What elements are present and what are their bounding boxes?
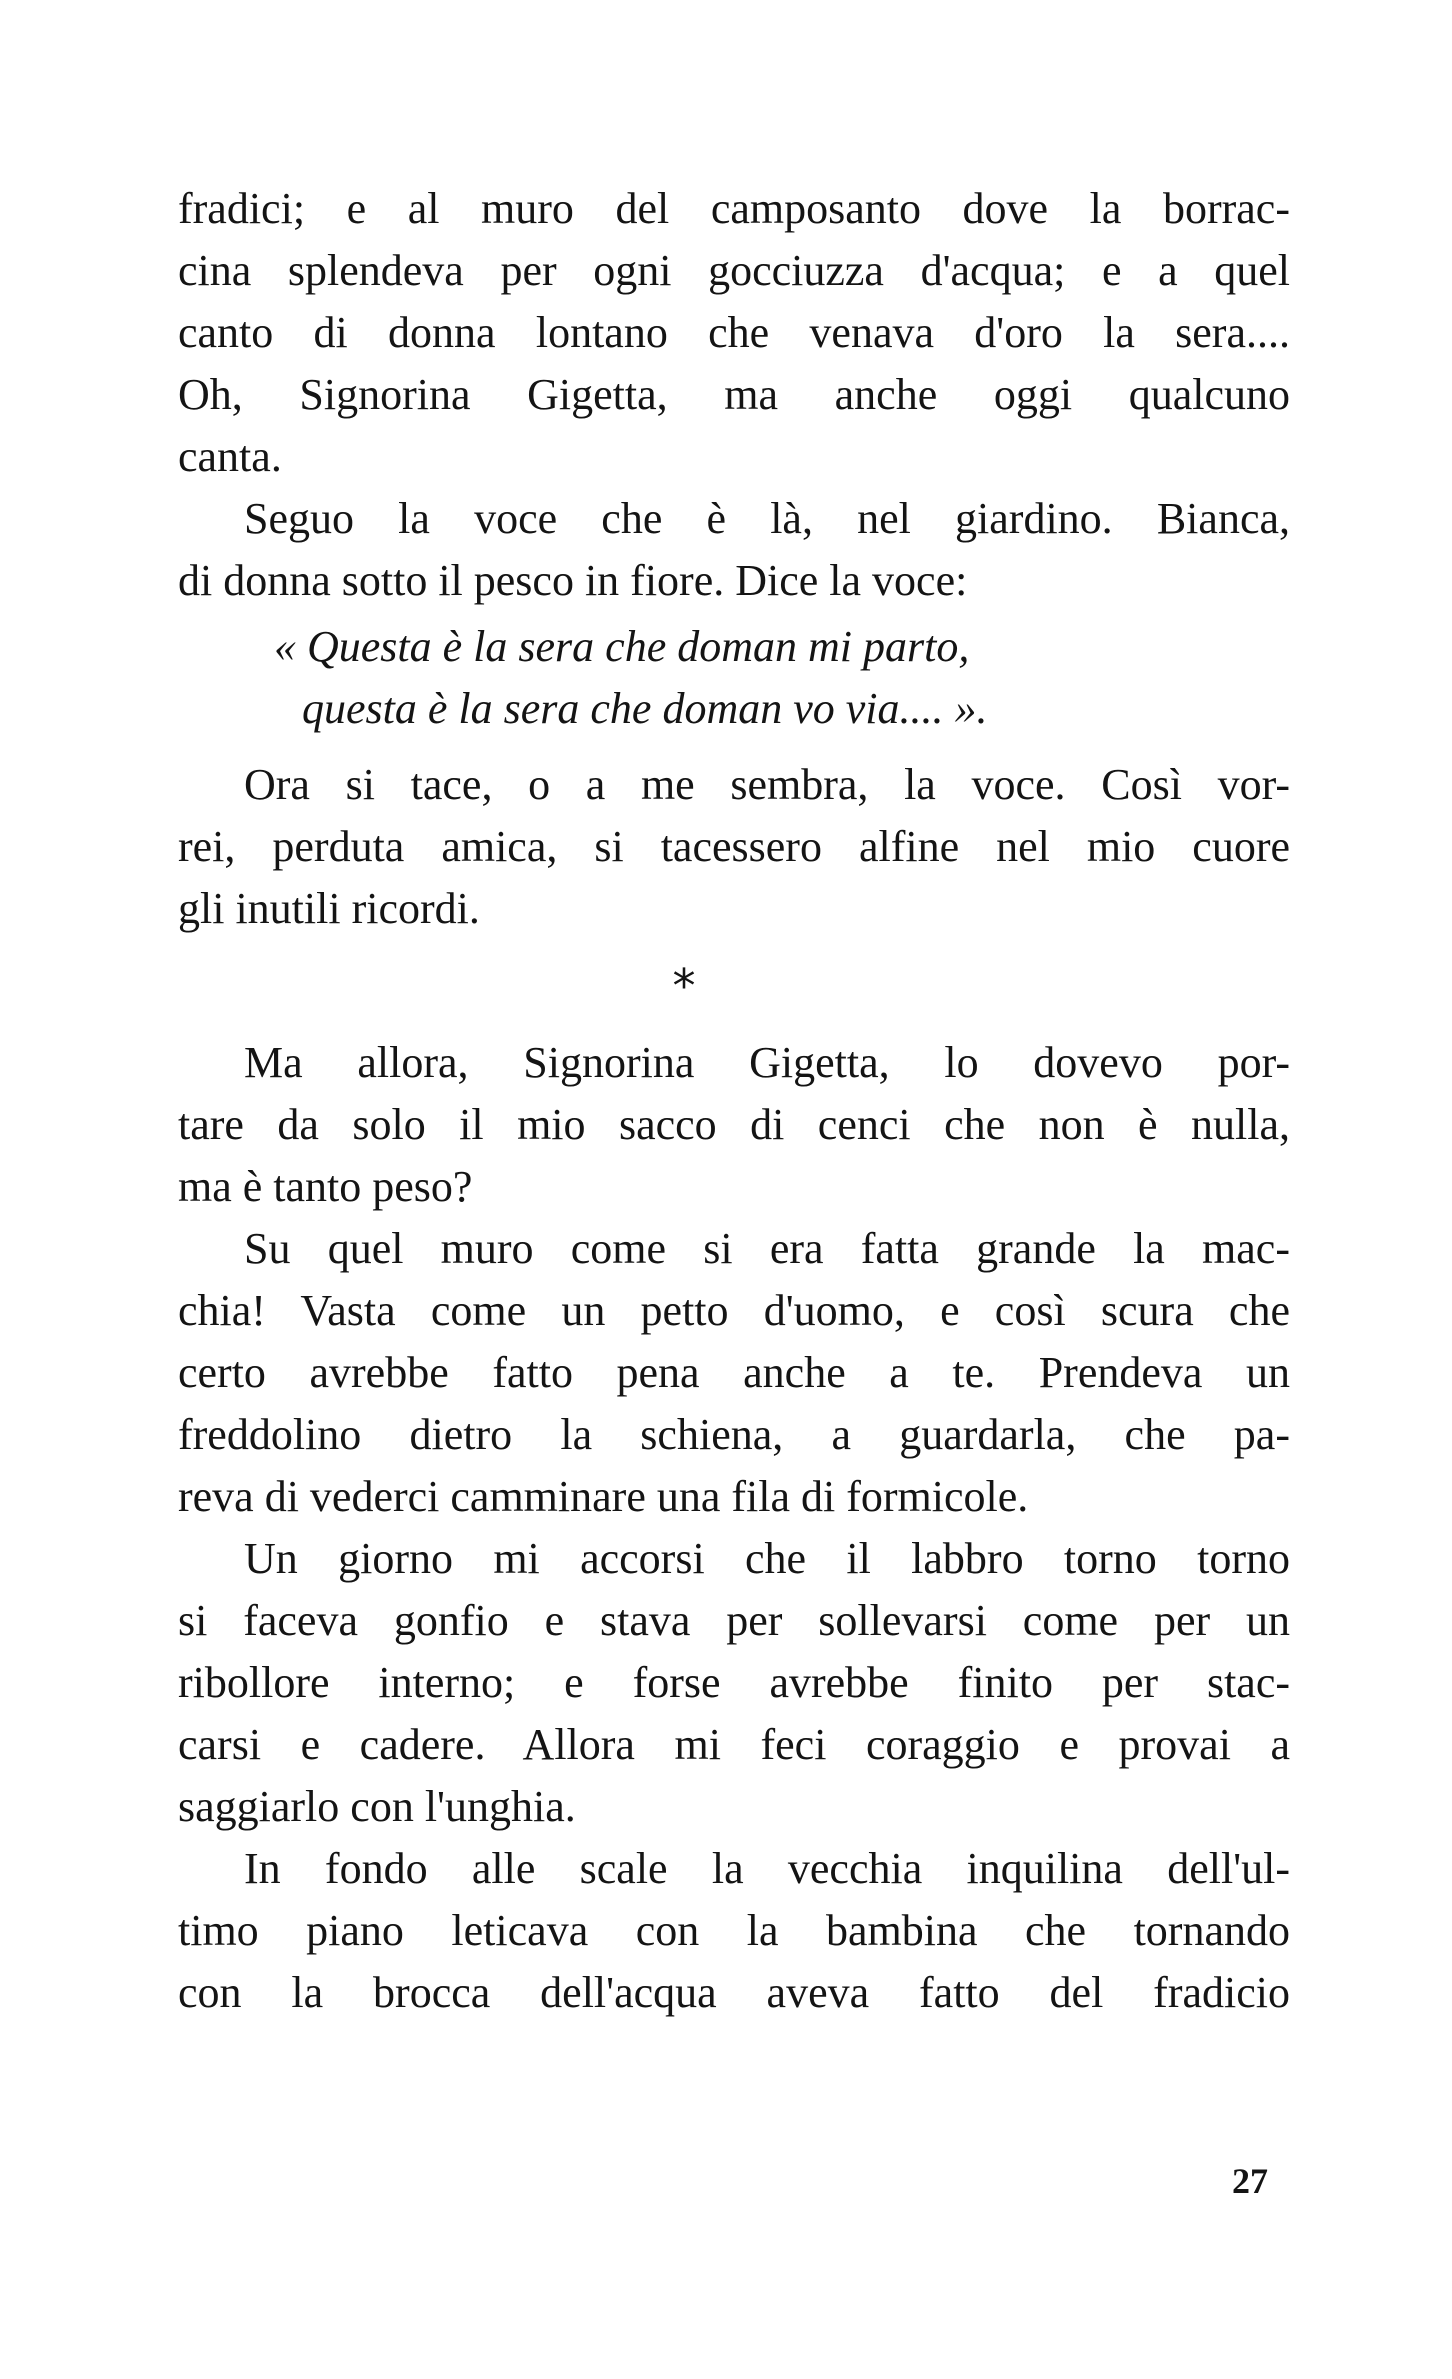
section-separator-asterisk: * <box>672 959 696 1013</box>
verse-line: questa è la sera che doman vo via.... ». <box>302 684 988 733</box>
text-line: Ora si tace, o a me sembra, la voce. Così vor- <box>244 760 1290 809</box>
verse-quote <box>178 616 1290 740</box>
text-line: Oh, Signorina Gigetta, ma anche oggi qualcuno <box>178 370 1290 419</box>
paragraph <box>178 1528 1290 1838</box>
text-line: ma è tanto peso? <box>178 1162 473 1211</box>
page-number: 27 <box>1232 2161 1268 2201</box>
text-line: con la brocca dell'acqua aveva fatto del fradicio <box>178 1968 1290 2017</box>
paragraph <box>178 1838 1290 2024</box>
text-line: cina splendeva per ogni gocciuzza d'acqua; e a quel <box>178 246 1290 295</box>
text-line: timo piano leticava con la bambina che tornando <box>178 1906 1290 1955</box>
text-line: ribollore interno; e forse avrebbe finito per stac- <box>178 1658 1290 1707</box>
text-line: tare da solo il mio sacco di cenci che non è nulla, <box>178 1100 1290 1149</box>
verse-line: « Questa è la sera che doman mi parto, <box>274 622 970 671</box>
text-line: Un giorno mi accorsi che il labbro torno torno <box>244 1534 1290 1583</box>
text-line: rei, perduta amica, si tacessero alfine nel mio cuore <box>178 822 1290 871</box>
text-line: gli inutili ricordi. <box>178 884 480 933</box>
text-line: canto di donna lontano che venava d'oro la sera.... <box>178 308 1290 357</box>
text-column <box>178 178 1290 2024</box>
text-line: certo avrebbe fatto pena anche a te. Prendeva un <box>178 1348 1290 1397</box>
text-line: di donna sotto il pesco in fiore. Dice la voce: <box>178 556 968 605</box>
paragraph <box>178 1032 1290 1218</box>
text-line: canta. <box>178 432 282 481</box>
text-line: si faceva gonfio e stava per sollevarsi come per un <box>178 1596 1290 1645</box>
paragraph <box>178 178 1290 488</box>
text-line: fradici; e al muro del camposanto dove la borrac- <box>178 184 1290 233</box>
text-line: chia! Vasta come un petto d'uomo, e così scura che <box>178 1286 1290 1335</box>
paragraph <box>178 1218 1290 1528</box>
text-line: reva di vederci camminare una fila di formicole. <box>178 1472 1029 1521</box>
text-line: saggiarlo con l'unghia. <box>178 1782 576 1831</box>
text-line: Seguo la voce che è là, nel giardino. Bianca, <box>244 494 1290 543</box>
paragraph <box>178 488 1290 612</box>
text-line: Ma allora, Signorina Gigetta, lo dovevo por- <box>244 1038 1290 1087</box>
paragraph <box>178 754 1290 940</box>
text-line: Su quel muro come si era fatta grande la mac- <box>244 1224 1290 1273</box>
text-line: carsi e cadere. Allora mi feci coraggio e provai a <box>178 1720 1290 1769</box>
text-line: freddolino dietro la schiena, a guardarla, che pa- <box>178 1410 1290 1459</box>
text-line: In fondo alle scale la vecchia inquilina dell'ul- <box>244 1844 1290 1893</box>
